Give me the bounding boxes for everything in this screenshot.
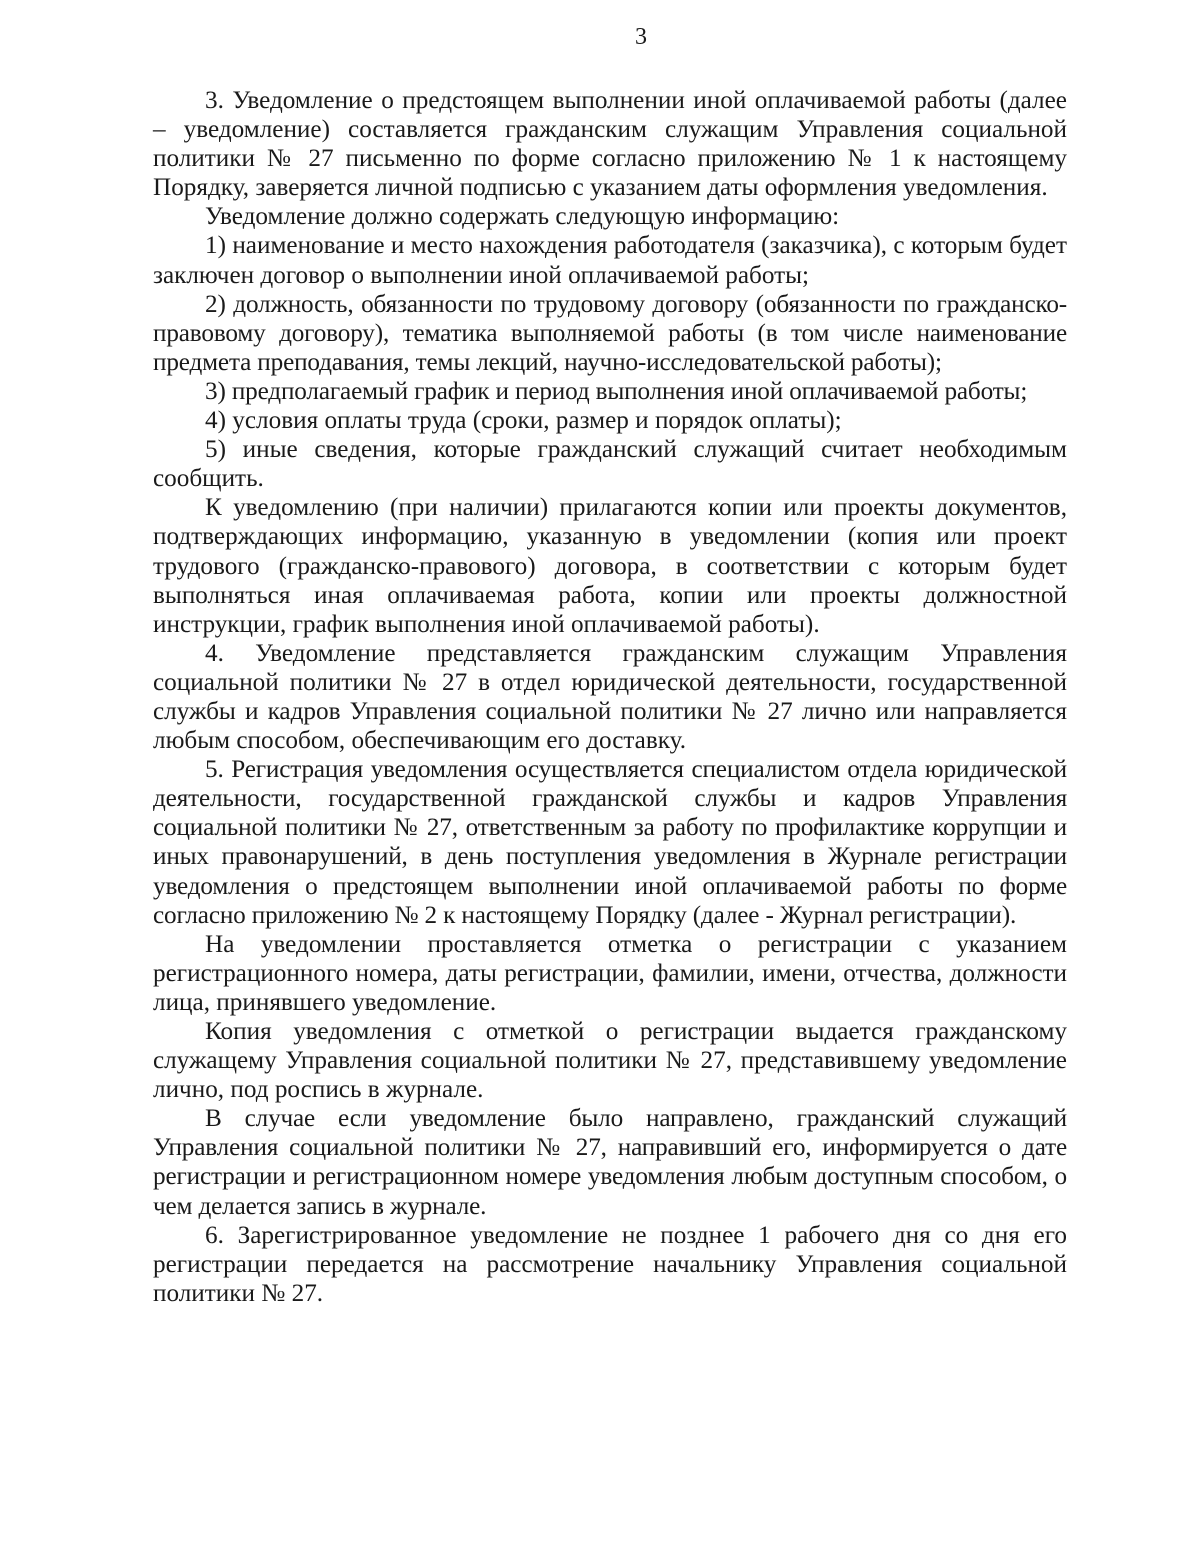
paragraph-copy-issued: Копия уведомления с отметкой о регистрации выдается гражданскому служащему Управления социальной политики № 27, представившему уведомление лично, под роспись в журнале.	[153, 1018, 1067, 1104]
list-item-5-other: 5) иные сведения, которые гражданский служащий считает необходимым сообщить.	[153, 436, 1067, 493]
page-number: 3	[635, 24, 647, 50]
paragraph-4-submission: 4. Уведомление представляется гражданским служащим Управления социальной политики № 27 в отдел юридической деятельности, государственной службы и кадров Управления социальной политики № 27 лично или направляется любым способом, обеспечивающим его доставку.	[153, 639, 1067, 755]
list-item-1-employer: 1) наименование и место нахождения работодателя (заказчика), с которым будет заключен договор о выполнении иной оплачиваемой работы;	[153, 232, 1067, 289]
paragraph-6-review: 6. Зарегистрированное уведомление не позднее 1 рабочего дня со дня его регистрации передается на рассмотрение начальнику Управления социальной политики № 27.	[153, 1221, 1067, 1307]
paragraph-registration-mark: На уведомлении проставляется отметка о регистрации с указанием регистрационного номера, даты регистрации, фамилии, имени, отчества, должности лица, принявшего уведомление.	[153, 930, 1067, 1016]
paragraph-5-registration: 5. Регистрация уведомления осуществляется специалистом отдела юридической деятельности, государственной гражданской службы и кадров Управления социальной политики № 27, ответственным за работу по профилактике коррупции и иных правонарушений, в день поступления уведомления в Журнале регистрации уведомления о предстоящем выполнении иной оплачиваемой работы по форме согласно приложению № 2 к настоящему Порядку (далее - Журнал регистрации).	[153, 756, 1067, 929]
paragraph-attachments: К уведомлению (при наличии) прилагаются копии или проекты документов, подтверждающих информацию, указанную в уведомлении (копия или проект трудового (гражданско-правового) договора, в соответствии с которым будет выполняться иная оплачиваемая работа, копии или проекты должностной инструкции, график выполнения иной оплачиваемой работы).	[153, 494, 1067, 638]
list-item-3-schedule: 3) предполагаемый график и период выполнения иной оплачиваемой работы;	[205, 377, 1028, 405]
list-item-4-payment: 4) условия оплаты труда (сроки, размер и порядок оплаты);	[205, 407, 842, 435]
list-item-2-position: 2) должность, обязанности по трудовому договору (обязанности по гражданско-правовому договору), тематика выполняемой работы (в том числе наименование предмета преподавания, темы лекций, научно-исследовательской работы);	[153, 290, 1067, 376]
paragraph-3-notification-form: 3. Уведомление о предстоящем выполнении иной оплачиваемой работы (далее – уведомление) составляется гражданским служащим Управления социальной политики № 27 письменно по форме согласно приложению № 1 к настоящему Порядку, заверяется личной подписью с указанием даты оформления уведомления.	[153, 87, 1067, 202]
paragraph-required-information: Уведомление должно содержать следующую информацию:	[205, 203, 840, 231]
document-body	[153, 86, 1067, 1308]
paragraph-sent-notification: В случае если уведомление было направлено, гражданский служащий Управления социальной политики № 27, направивший его, информируется о дате регистрации и регистрационном номере уведомления любым доступным способом, о чем делается запись в журнале.	[153, 1105, 1067, 1220]
